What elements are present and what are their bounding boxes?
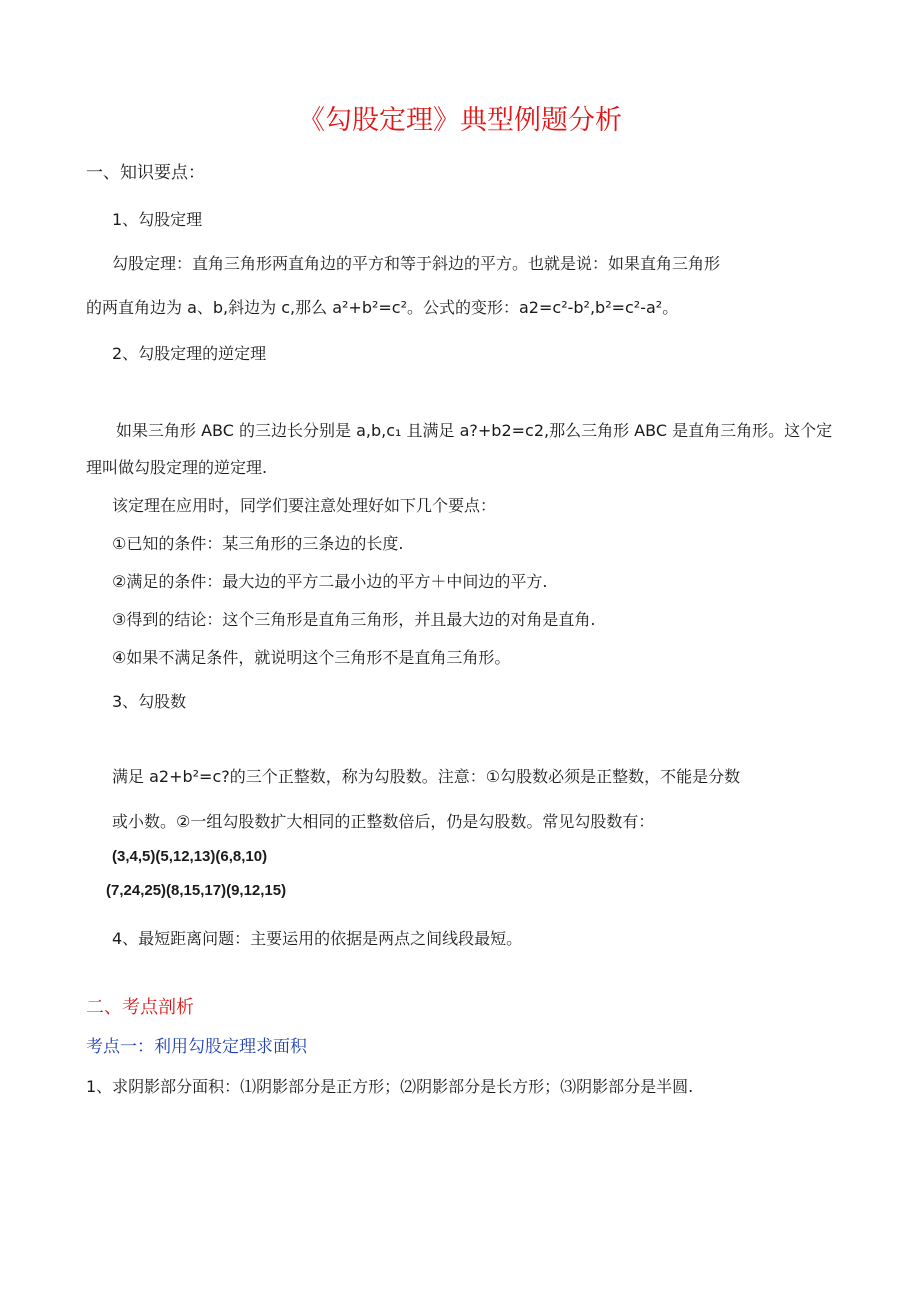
triples-line: (3,4,5)(5,12,13)(6,8,10) <box>112 848 268 865</box>
topic-heading: 考点一：利用勾股定理求面积 <box>86 1037 307 1057</box>
triples-line: (7,24,25)(8,15,17)(9,12,15) <box>106 882 287 899</box>
subheading-pythagorean-theorem: 1、勾股定理 <box>112 210 203 229</box>
paragraph-line: 的两直角边为 a、b,斜边为 c,那么 a²+b²=c²。公式的变形：a2=c²-b²,b²=c²-a²。 <box>86 298 679 317</box>
subheading-converse-theorem: 2、勾股定理的逆定理 <box>112 344 267 363</box>
document-title: 《勾股定理》典型例题分析 <box>298 105 622 136</box>
list-item: ③得到的结论：这个三角形是直角三角形，并且最大边的对角是直角. <box>112 610 596 629</box>
question-line: 1、求阴影部分面积：⑴阴影部分是正方形；⑵阴影部分是长方形；⑶阴影部分是半圆. <box>86 1077 694 1096</box>
list-item: ④如果不满足条件，就说明这个三角形不是直角三角形。 <box>112 648 511 667</box>
list-item: ②满足的条件：最大边的平方二最小边的平方＋中间边的平方. <box>112 572 548 591</box>
list-item: ①已知的条件：某三角形的三条边的长度. <box>112 534 404 553</box>
paragraph-line: 如果三角形 ABC 的三边长分别是 a,b,c₁ 且满足 a?+b2=c2,那么三角形 ABC 是直角三角形。这个定 <box>116 421 833 440</box>
subheading-pythagorean-triples: 3、勾股数 <box>112 692 187 711</box>
paragraph-line: 该定理在应用时，同学们要注意处理好如下几个要点： <box>112 496 497 515</box>
paragraph-line: 满足 a2+b²=c?的三个正整数，称为勾股数。注意：①勾股数必须是正整数，不能是分数 <box>112 767 741 786</box>
section-heading-analysis: 二、考点剖析 <box>86 997 194 1018</box>
paragraph-line: 理叫做勾股定理的逆定理. <box>86 458 268 477</box>
subheading-shortest-distance: 4、最短距离问题：主要运用的依据是两点之间线段最短。 <box>112 929 523 948</box>
paragraph-line: 或小数。②一组勾股数扩大相同的正整数倍后，仍是勾股数。常见勾股数有： <box>112 812 655 831</box>
paragraph-line: 勾股定理：直角三角形两直角边的平方和等于斜边的平方。也就是说：如果直角三角形 <box>112 254 721 273</box>
section-heading-knowledge: 一、知识要点： <box>86 163 205 183</box>
